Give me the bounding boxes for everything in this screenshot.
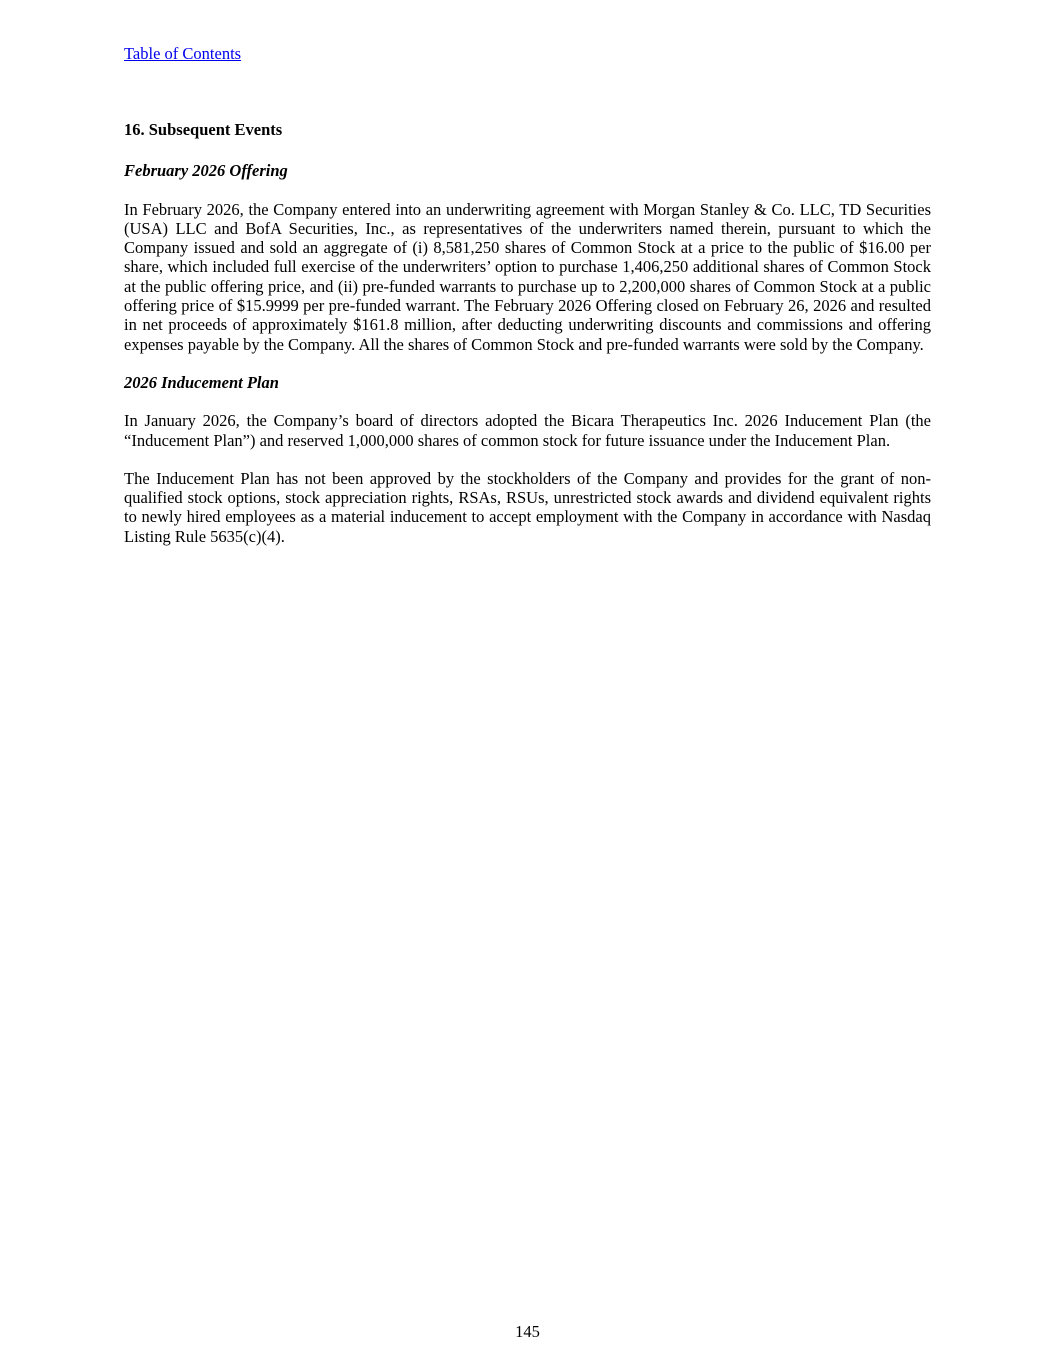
subsection-heading-inducement-plan: 2026 Inducement Plan bbox=[124, 372, 279, 392]
section-title: 16. Subsequent Events bbox=[124, 120, 283, 139]
paragraph-february-offering: In February 2026, the Company entered into an underwriting agreement with Morgan Stanley & Co. LLC, TD Securities (USA) LLC and BofA Securities, Inc., as representatives of the underwriters named therein, pursuant to which the Company issued and sold an aggregate of (i) 8,581,250 shares of Common Stock at a price to the public of $16.00 per share, which included full exercise of the underwriters’ option to purchase 1,406,250 additional shares of Common Stock at the public offering price, and (ii) pre-funded warrants to purchase up to 2,200,000 shares of Common Stock at a public offering price of $15.9999 per pre-funded warrant. The February 2026 Offering closed on February 26, 2026 and resulted in net proceeds of approximately $161.8 million, after deducting underwriting discounts and commissions and offering expenses payable by the Company. All the shares of Common Stock and pre-funded warrants were sold by the Company. bbox=[124, 199, 931, 354]
paragraph-inducement-plan-adoption: In January 2026, the Company’s board of directors adopted the Bicara Therapeutics Inc. 2026 Inducement Plan (the “Inducement Plan”) and reserved 1,000,000 shares of common stock for future issuance under the Inducement Plan. bbox=[124, 411, 931, 450]
document-body bbox=[124, 120, 931, 565]
table-of-contents-link[interactable]: Table of Contents bbox=[124, 44, 242, 63]
page-number: 145 bbox=[515, 1322, 540, 1341]
paragraph-inducement-plan-details: The Inducement Plan has not been approved by the stockholders of the Company and provides for the grant of non-qualified stock options, stock appreciation rights, RSAs, RSUs, unrestricted stock awards and dividend equivalent rights to newly hired employees as a material inducement to accept employment with the Company in accordance with Nasdaq Listing Rule 5635(c)(4). bbox=[124, 468, 931, 546]
subsection-heading-february-offering: February 2026 Offering bbox=[124, 161, 288, 181]
